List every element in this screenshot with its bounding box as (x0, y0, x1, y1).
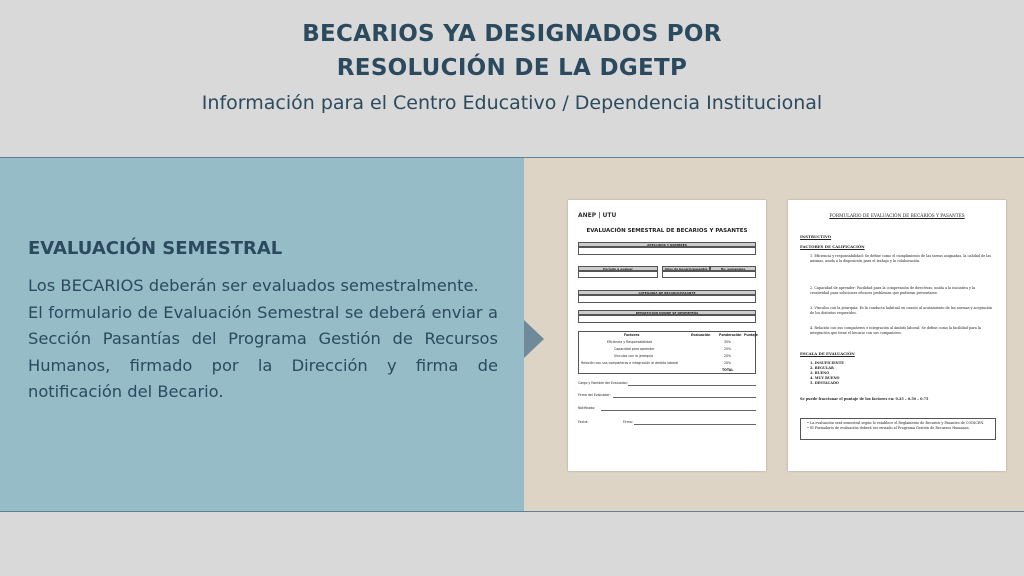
title-line-2: RESOLUCIÓN DE LA DGETP (336, 55, 688, 81)
factor-4-pct: 20% (724, 361, 732, 365)
instructivo-heading: INSTRUCTIVO (800, 234, 832, 239)
page-title (0, 17, 1024, 85)
escala-item-3: 3. BUENO (810, 371, 830, 375)
note-1: • La evaluación será semestral según lo establece el Reglamento de Becarios y Pasantes de CODICEN. (807, 421, 985, 425)
factor-1-pct: 35% (724, 340, 732, 344)
factor-2-pct: 25% (724, 347, 732, 351)
periodo-box (578, 271, 658, 278)
paragraph-1: Los BECARIOS deberán ser evaluados semestralmente. (28, 276, 479, 295)
factor-4: Relación con sus compañeros e integración al ámbito laboral (581, 361, 679, 365)
periodo-label: Período a evaluar (578, 266, 658, 271)
fraccion-note: Se puede fraccionar el puntaje de los factores en: 0.25 – 0.50 – 0.75 (800, 397, 929, 401)
anep-utu-logo: ANEP | UTU (578, 212, 617, 219)
factors-table (578, 331, 756, 374)
escala-item-4: 4. MUY BUENO (810, 376, 840, 380)
factor-3-pct: 20% (724, 354, 732, 358)
firma-line (634, 424, 756, 425)
form-title: EVALUACIÓN SEMESTRAL DE BECARIOS Y PASANTES (586, 228, 748, 234)
arrow-right-icon (524, 320, 544, 358)
apellidos-label: APELLIDOS Y NOMBRES (578, 242, 756, 247)
notificado-line (601, 410, 756, 411)
categoria-label: CATEGORÍA DE BECARIO/PASANTE (578, 290, 756, 295)
reparticion-box (578, 315, 756, 323)
hs-label: Hs. semanales (710, 266, 756, 271)
cargo-label: Cargo y Nombre del Evaluador: (578, 381, 628, 385)
factor-item-1: 1. Eficiencia y responsabilidad: Se define como el cumplimiento de las tareas asignadas, la calidad de las mismas, unida a la disposición para el trabajo y la colaboración. (810, 254, 992, 263)
categoria-box (578, 295, 756, 303)
escala-heading: ESCALA DE EVALUACIÓN (800, 351, 855, 356)
section-heading: EVALUACIÓN SEMESTRAL (28, 238, 283, 259)
ponderacion-header: Ponderación (719, 333, 742, 337)
factores-heading: FACTORES DE CALIFICACIÓN (800, 244, 865, 249)
fecha-label: Fecha: (578, 420, 589, 424)
text-panel (0, 158, 524, 511)
note-2: • El Formulario de evaluación deberá ser enviado al Programa Gestión de Recursos Humanos. (807, 425, 970, 430)
anios-label: Años de becario/pasantía (662, 266, 710, 271)
firma-evaluador-line (613, 397, 756, 398)
page-subtitle: Información para el Centro Educativo / Dependencia Institucional (201, 92, 823, 114)
instructions-title: FORMULARIO DE EVALUACIÓN DE BECARIOS Y PASANTES (829, 214, 965, 219)
section-body (28, 273, 498, 406)
total-label: TOTAL (722, 368, 734, 372)
factor-item-3: 3. Vínculos con la jerarquía: Es la conducta habitual en cuanto al acatamiento de las normas y aceptación de los distintos requeridos. (810, 306, 993, 315)
apellidos-box (578, 247, 756, 255)
escala-item-1: 1. INSUFICIENTE (810, 361, 844, 365)
firma-label: Firma: (623, 420, 633, 424)
notificado-label: Notificado: (578, 406, 596, 410)
anios-box (662, 271, 756, 278)
cargo-line (628, 385, 756, 386)
factor-2: Capacidad para aprender (614, 347, 655, 351)
title-line-1: BECARIOS YA DESIGNADOS POR (302, 21, 722, 47)
factor-item-4: 4. Relación con sus compañeros e integración al ámbito laboral: Se define como la facilidad para la integración que tiene el becario con sus compañeros. (810, 326, 981, 335)
factor-3: Vinculos con la jerarquía (614, 354, 654, 358)
evaluacion-header: Evaluación (691, 333, 711, 337)
evaluation-form-image (568, 200, 766, 471)
factor-1: Eficiencia y Responsabilidad (607, 340, 653, 344)
reparticion-label: REPARTICIÓN DONDE SE DESEMPEÑA (578, 310, 756, 315)
instructions-image (788, 200, 1006, 471)
factor-item-2: 2. Capacidad de aprender: Facilidad para la comprensión de directivas, unida a la iniciativa y la creatividad para soluciones eficaces problemas que pudieran presentarse. (810, 286, 976, 295)
notes-box (800, 418, 996, 440)
puntaje-header: Puntaje (744, 333, 758, 337)
firma-evaluador-label: Firma del Evaluador: (578, 393, 611, 397)
factores-header: Factores (624, 333, 640, 337)
escala-item-2: 2. REGULAR (810, 366, 834, 370)
paragraph-2: El formulario de Evaluación Semestral se deberá enviar a Sección Pasantías del Programa Gestión de Recursos Humanos, firmado por la Dirección y firma de notificación del Becario. (28, 302, 498, 401)
escala-item-5: 5. DESTACADO (810, 381, 839, 385)
